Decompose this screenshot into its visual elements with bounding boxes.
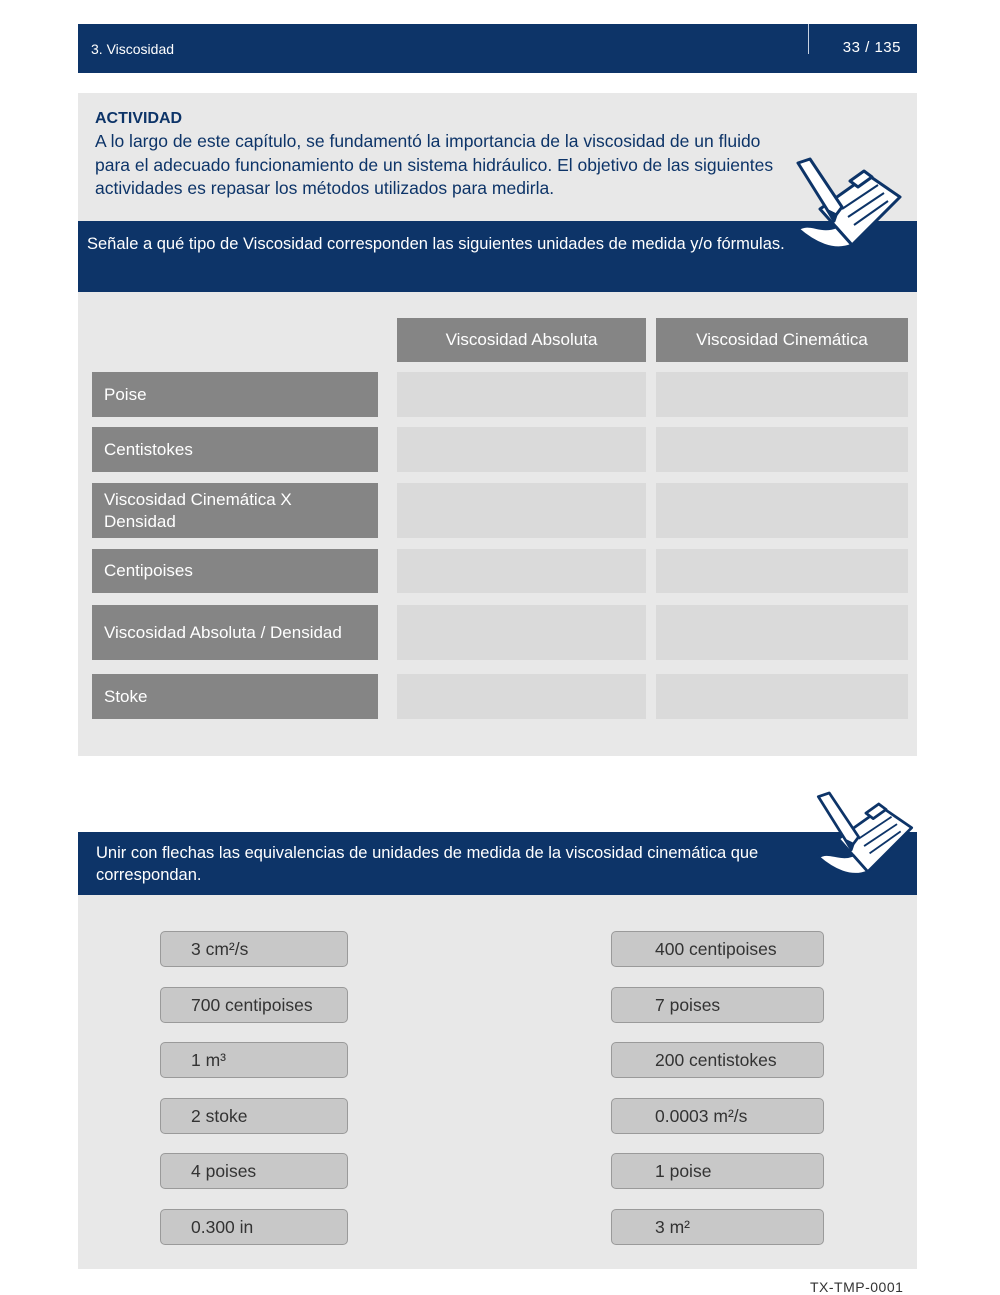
- activity-panel: [78, 93, 917, 756]
- row-label-poise[interactable]: Poise: [92, 372, 378, 417]
- drop-cell-absoluta-densidad-absoluta[interactable]: [397, 605, 646, 660]
- match-left-item[interactable]: 4 poises: [160, 1153, 348, 1189]
- clipboard-pencil-icon: [790, 157, 908, 255]
- match-right-item[interactable]: 200 centistokes: [611, 1042, 824, 1078]
- match-right-item[interactable]: 7 poises: [611, 987, 824, 1023]
- drop-cell-poise-absoluta[interactable]: [397, 372, 646, 417]
- page-number: 33 / 135: [842, 39, 901, 56]
- match-right-item[interactable]: 400 centipoises: [611, 931, 824, 967]
- match-left-item[interactable]: 0.300 in: [160, 1209, 348, 1245]
- drop-cell-stoke-absoluta[interactable]: [397, 674, 646, 719]
- clipboard-pencil-icon: [811, 789, 919, 883]
- drop-cell-stoke-cinematica[interactable]: [656, 674, 908, 719]
- match-right-item[interactable]: 0.0003 m²/s: [611, 1098, 824, 1134]
- exercise2-instruction: Unir con flechas las equivalencias de unidades de medida de la viscosidad cinemática que correspondan.: [96, 844, 759, 884]
- match-left-item[interactable]: 700 centipoises: [160, 987, 348, 1023]
- match-left-item[interactable]: 2 stoke: [160, 1098, 348, 1134]
- row-label-cinematica-x-densidad[interactable]: Viscosidad Cinemática X Densidad: [92, 483, 378, 538]
- drop-cell-centistokes-absoluta[interactable]: [397, 427, 646, 472]
- activity-description: A lo largo de este capítulo, se fundamentó la importancia de la viscosidad de un fluido para el adecuado funcionamiento de un sistema hidráulico. El objetivo de las siguientes actividades es repasar los métodos utilizados para medirla.: [95, 131, 774, 198]
- matching-panel: [78, 895, 917, 1269]
- document-code: TX-TMP-0001: [810, 1279, 904, 1295]
- match-left-item[interactable]: 1 m³: [160, 1042, 348, 1078]
- row-label-centistokes[interactable]: Centistokes: [92, 427, 378, 472]
- page-header: [78, 24, 917, 73]
- row-label-stoke[interactable]: Stoke: [92, 674, 378, 719]
- row-label-centipoises[interactable]: Centipoises: [92, 549, 378, 593]
- drop-cell-centipoises-absoluta[interactable]: [397, 549, 646, 593]
- section-title: 3. Viscosidad: [91, 41, 175, 57]
- drop-cell-poise-cinematica[interactable]: [656, 372, 908, 417]
- drop-cell-centistokes-cinematica[interactable]: [656, 427, 908, 472]
- match-right-item[interactable]: 1 poise: [611, 1153, 824, 1189]
- exercise2-instruction-band: [78, 832, 917, 895]
- exercise1-instruction: Señale a qué tipo de Viscosidad corresponden las siguientes unidades de medida y/o fórmulas.: [87, 235, 785, 253]
- column-header-absoluta: Viscosidad Absoluta: [397, 318, 646, 362]
- drop-cell-cinematica-x-densidad-absoluta[interactable]: [397, 483, 646, 538]
- drop-cell-absoluta-densidad-cinematica[interactable]: [656, 605, 908, 660]
- column-header-cinematica: Viscosidad Cinemática: [656, 318, 908, 362]
- activity-title: ACTIVIDAD: [95, 110, 183, 127]
- row-label-absoluta-densidad[interactable]: Viscosidad Absoluta / Densidad: [92, 605, 378, 660]
- drop-cell-centipoises-cinematica[interactable]: [656, 549, 908, 593]
- match-left-item[interactable]: 3 cm²/s: [160, 931, 348, 967]
- match-right-item[interactable]: 3 m²: [611, 1209, 824, 1245]
- header-divider: [808, 24, 809, 54]
- drop-cell-cinematica-x-densidad-cinematica[interactable]: [656, 483, 908, 538]
